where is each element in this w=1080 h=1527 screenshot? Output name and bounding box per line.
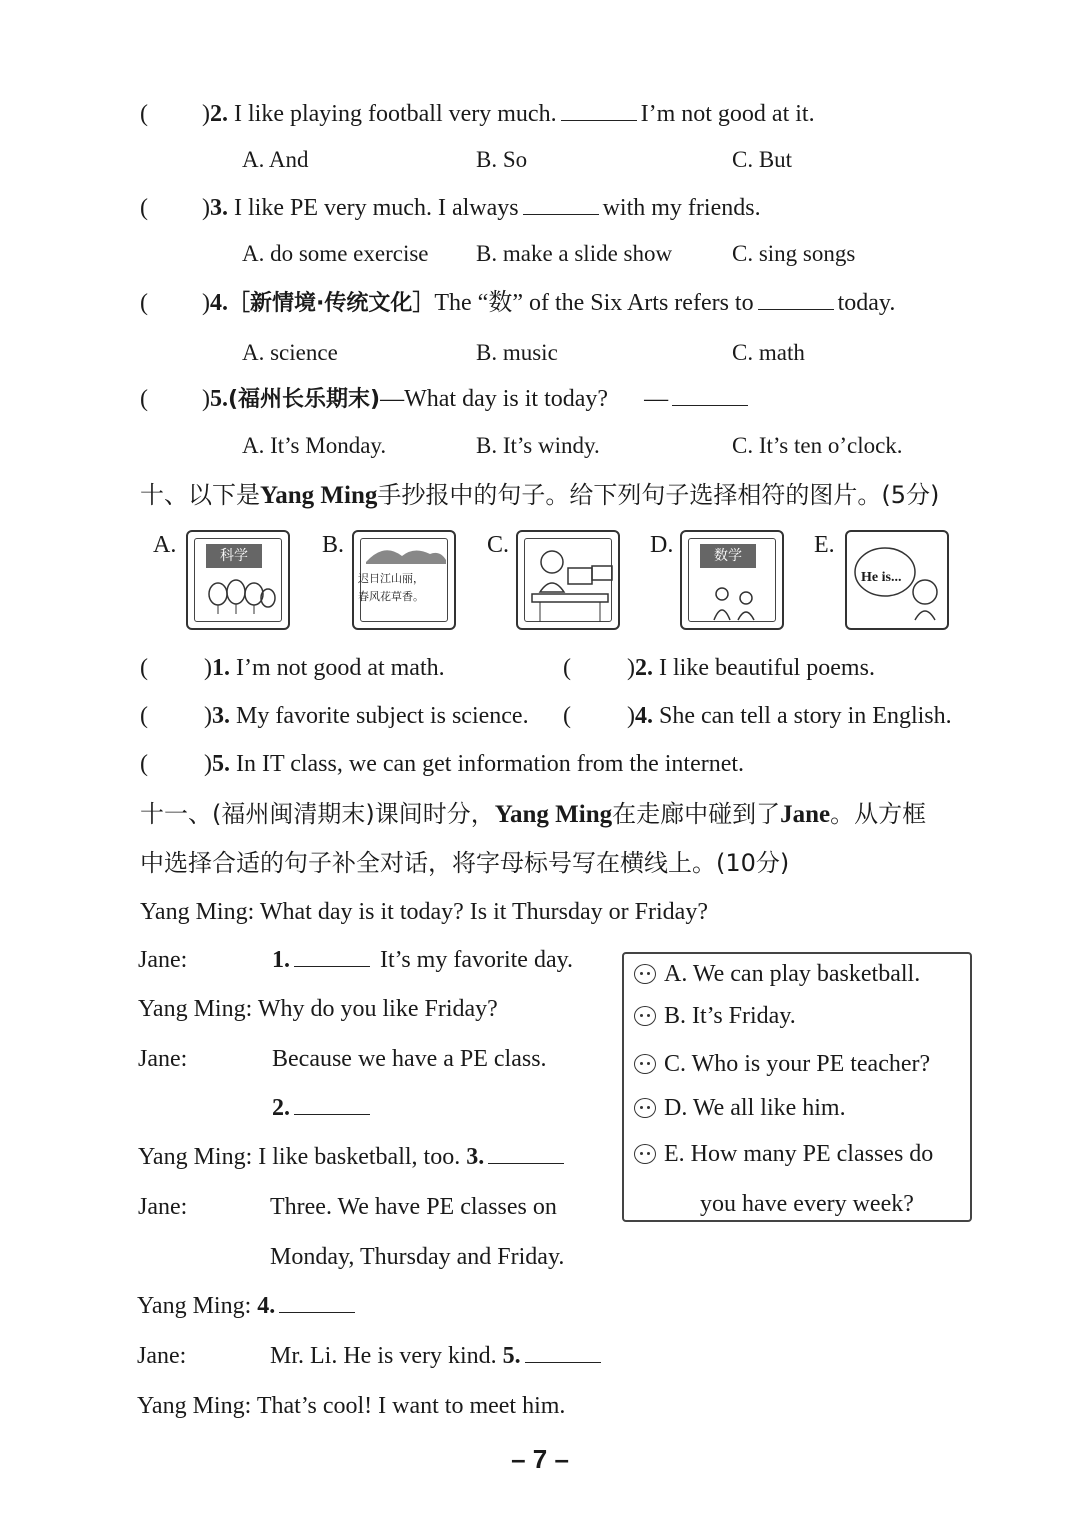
question-number: 5. <box>210 386 228 412</box>
option-c: C. It’s ten o’clock. <box>732 433 903 458</box>
heading-prefix: 十、以下是 <box>140 481 260 509</box>
page-number: – 7 – <box>511 1444 569 1474</box>
poem-line-2: 春风花草香。 <box>358 590 424 603</box>
dialog-text: It’s my favorite day. <box>380 947 574 973</box>
section-11-heading-line-2: 中选择合适的句子补全对话，将字母标号写在横线上。(10分) <box>140 849 790 877</box>
answer-blank[interactable] <box>294 1094 370 1115</box>
answer-blank[interactable] <box>488 1143 564 1164</box>
option-c: C. math <box>732 340 805 365</box>
close-paren: ) <box>202 101 210 127</box>
dialog-line-4: Because we have a PE class. <box>272 1046 547 1072</box>
computer-illustration <box>518 532 620 630</box>
question-number: 4. <box>210 290 228 316</box>
close-paren: ) <box>204 703 212 729</box>
dialog-text: What day is it today? Is it Thursday or Friday? <box>259 899 708 925</box>
blank-number: 3. <box>466 1144 485 1170</box>
option-b: B. make a slide show <box>476 241 673 266</box>
children-illustration <box>682 532 784 630</box>
match-question-2 <box>563 652 875 684</box>
question-text: I’m not good at math. <box>236 655 445 681</box>
dialog-line-5 <box>272 1092 374 1124</box>
heading-part: 在走廊中碰到了 <box>612 800 781 828</box>
open-paren: ( <box>563 703 571 729</box>
open-paren: ( <box>140 290 148 316</box>
heading-name-1: Yang Ming <box>494 801 613 828</box>
box-option-text: C. Who is your PE teacher? <box>664 1051 931 1077</box>
answer-blank[interactable] <box>294 946 370 967</box>
book-title: 数学 <box>700 544 756 568</box>
dialog-line-2 <box>272 944 573 976</box>
option-a: A. It’s Monday. <box>242 433 387 458</box>
close-paren: ) <box>202 195 210 221</box>
question-number: 3. <box>212 703 230 729</box>
speaker-jane: Jane: <box>138 1194 188 1220</box>
heading-part: 十一、(福州闽清期末)课间时分， <box>140 800 495 828</box>
picture-letter-c: C. <box>487 532 510 558</box>
open-paren: ( <box>140 751 148 777</box>
question-number: 2. <box>635 655 653 681</box>
close-paren: ) <box>204 655 212 681</box>
section-11-heading-line-1 <box>140 797 926 832</box>
speaker-jane: Jane: <box>138 947 188 973</box>
blank-number: 5. <box>502 1343 521 1369</box>
speaker-jane: Jane: <box>137 1343 187 1369</box>
question-number: 4. <box>635 703 653 729</box>
close-paren: ) <box>202 290 210 316</box>
question-text: —What day is it today? <box>380 386 609 412</box>
heading-suffix: 手抄报中的句子。给下列句子选择相符的图片。(5分) <box>377 481 940 509</box>
question-text: The “数” of the Six Arts refers to <box>434 290 754 316</box>
dash: — <box>644 386 669 412</box>
question-text: I like PE very much. I always <box>234 195 519 221</box>
speaker-yang-ming: Yang Ming: <box>138 1144 253 1170</box>
question-number: 3. <box>210 195 228 221</box>
picture-letter-e: E. <box>814 532 835 558</box>
picture-e-storytelling <box>845 530 949 630</box>
question-tag: (福州长乐期末) <box>228 387 381 412</box>
balloons-illustration <box>188 532 290 630</box>
question-number: 5. <box>212 751 230 777</box>
close-paren: ) <box>627 655 635 681</box>
dialog-line-3 <box>138 993 498 1025</box>
picture-a-science-book <box>186 530 290 630</box>
open-paren: ( <box>140 101 148 127</box>
question-4 <box>140 287 895 320</box>
question-number: 2. <box>210 101 228 127</box>
dialog-line-8 <box>137 1290 359 1322</box>
poem-line-1: 迟日江山丽， <box>358 572 424 585</box>
picture-letter-a: A. <box>153 532 177 558</box>
speaker-yang-ming: Yang Ming: <box>137 1293 252 1319</box>
answer-blank[interactable] <box>561 100 637 121</box>
option-c: C. But <box>732 147 793 172</box>
speaker-jane: Jane: <box>138 1046 188 1072</box>
option-b: B. music <box>476 340 558 365</box>
box-option-d <box>634 1092 846 1124</box>
open-paren: ( <box>140 386 148 412</box>
heading-name-2: Jane <box>780 801 831 828</box>
open-paren: ( <box>140 195 148 221</box>
face-icon <box>634 1098 656 1118</box>
speaker-yang-ming: Yang Ming: <box>137 1393 252 1419</box>
question-text: She can tell a story in English. <box>659 703 952 729</box>
question-2 <box>140 98 815 130</box>
dialog-line-10 <box>137 1390 565 1422</box>
match-question-3 <box>140 700 529 732</box>
option-a: A. science <box>242 340 338 365</box>
dialog-text: Why do you like Friday? <box>257 996 498 1022</box>
box-option-e <box>634 1138 933 1170</box>
question-text-after: with my friends. <box>602 195 761 221</box>
blank-number: 4. <box>257 1293 276 1319</box>
question-text: In IT class, we can get information from the internet. <box>236 751 745 777</box>
option-b: B. So <box>476 147 528 172</box>
speech-bubble-text: He is... <box>861 570 902 585</box>
dialog-line-6 <box>138 1141 568 1173</box>
face-icon <box>634 964 656 984</box>
blank-number: 1. <box>272 947 290 973</box>
question-number: 1. <box>212 655 230 681</box>
picture-d-math-book <box>680 530 784 630</box>
close-paren: ) <box>204 751 212 777</box>
section-10-heading <box>140 478 939 513</box>
answer-blank[interactable] <box>525 1342 601 1363</box>
question-text-after: today. <box>837 290 896 316</box>
blank-number: 2. <box>272 1095 290 1121</box>
box-option-text: D. We all like him. <box>664 1095 846 1121</box>
dialog-line-7b: Monday, Thursday and Friday. <box>270 1244 565 1270</box>
box-option-text: E. How many PE classes do <box>664 1141 934 1167</box>
question-tag: ［新情境·传统文化］ <box>228 291 435 316</box>
match-question-1 <box>140 652 445 684</box>
picture-letter-b: B. <box>322 532 345 558</box>
close-paren: ) <box>627 703 635 729</box>
answer-blank[interactable] <box>758 289 834 310</box>
option-c: C. sing songs <box>732 241 856 266</box>
question-3 <box>140 192 761 224</box>
dialog-line-9 <box>270 1340 605 1372</box>
face-icon <box>634 1006 656 1026</box>
heading-part: 。从方框 <box>830 800 927 828</box>
box-option-a <box>634 958 920 990</box>
options-box <box>622 952 972 1222</box>
picture-letter-d: D. <box>650 532 674 558</box>
match-question-5 <box>140 748 744 780</box>
speaker-yang-ming: Yang Ming: <box>140 899 255 925</box>
box-option-e-continued: you have every week? <box>700 1191 914 1217</box>
open-paren: ( <box>140 703 148 729</box>
open-paren: ( <box>140 655 148 681</box>
poem-text <box>358 570 424 606</box>
face-icon <box>634 1144 656 1164</box>
match-question-4 <box>563 700 952 732</box>
box-option-text: A. We can play basketball. <box>664 961 921 987</box>
answer-blank[interactable] <box>279 1292 355 1313</box>
dialog-text: That’s cool! I want to meet him. <box>256 1393 566 1419</box>
open-paren: ( <box>563 655 571 681</box>
heading-name: Yang Ming <box>260 482 378 509</box>
picture-b-poem <box>352 530 456 630</box>
option-b: B. It’s windy. <box>476 433 600 458</box>
picture-c-computer-class <box>516 530 620 630</box>
box-option-c <box>634 1048 930 1080</box>
question-text: I like beautiful poems. <box>659 655 875 681</box>
dialog-line-7a: Three. We have PE classes on <box>270 1194 557 1220</box>
box-option-b <box>634 1000 796 1032</box>
question-5 <box>140 383 752 416</box>
question-text-after: I’m not good at it. <box>640 101 815 127</box>
dialog-line-1 <box>140 896 708 928</box>
answer-blank[interactable] <box>672 385 748 406</box>
dialog-text: Mr. Li. He is very kind. <box>270 1343 497 1369</box>
answer-blank[interactable] <box>523 194 599 215</box>
close-paren: ) <box>202 386 210 412</box>
book-title: 科学 <box>206 544 262 568</box>
box-option-text: B. It’s Friday. <box>664 1003 796 1029</box>
question-text: My favorite subject is science. <box>236 703 529 729</box>
mountain-illustration <box>354 532 456 572</box>
face-icon <box>634 1054 656 1074</box>
option-a: A. And <box>242 147 309 172</box>
speaker-yang-ming: Yang Ming: <box>138 996 253 1022</box>
dialog-text: I like basketball, too. <box>258 1144 461 1170</box>
option-a: A. do some exercise <box>242 241 429 266</box>
question-text: I like playing football very much. <box>234 101 557 127</box>
